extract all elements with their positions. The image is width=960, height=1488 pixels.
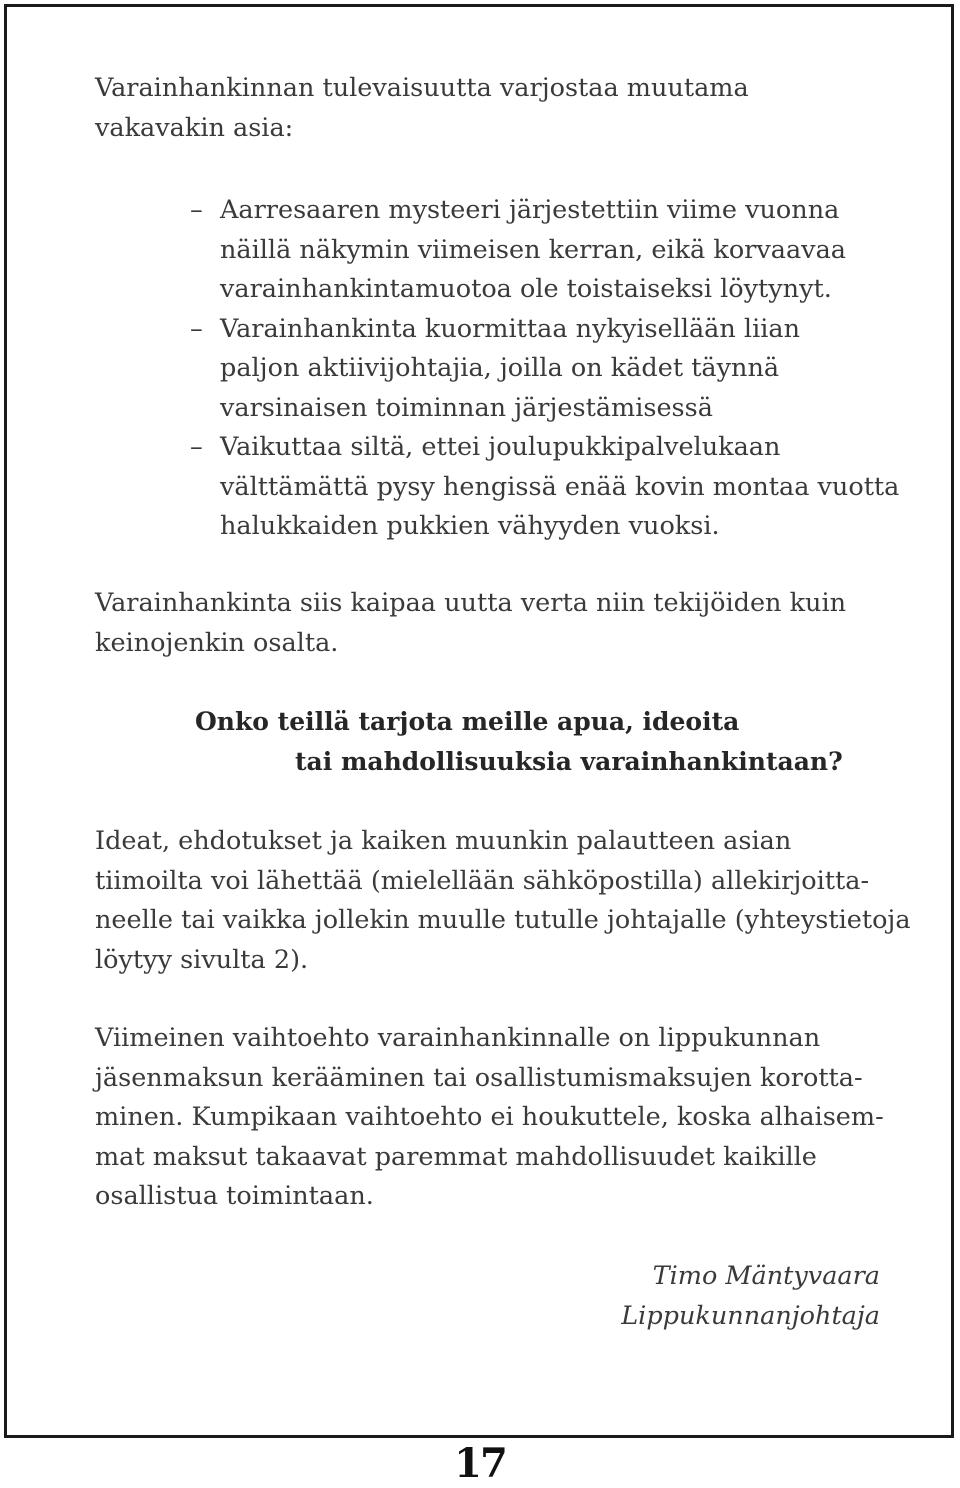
paragraph-line: keinojenkin osalta. — [95, 627, 339, 658]
paragraph-line: löytyy sivulta 2). — [95, 944, 309, 975]
intro-line: vakavakin asia: — [95, 112, 294, 143]
dash-bullet: – — [190, 195, 203, 225]
paragraph-line: osallistua toimintaan. — [95, 1181, 374, 1211]
signature-title: Lippukunnanjohtaja — [621, 1301, 880, 1331]
list-item-line: näillä näkymin viimeisen kerran, eikä korvaavaa — [220, 234, 846, 265]
list-item-line: Aarresaaren mysteeri järjestettiin viime vuonna — [220, 195, 840, 225]
concerns-list — [190, 191, 900, 547]
intro-line: Varainhankinnan tulevaisuutta varjostaa muutama — [95, 73, 749, 103]
paragraph-line: jäsenmaksun kerääminen tai osallistumismaksujen korotta- — [95, 1062, 863, 1093]
paragraph-last-option — [95, 1019, 885, 1217]
list-item-line: varainhankintamuotoa ole toistaiseksi löytynyt. — [220, 274, 832, 304]
list-item-line: halukkaiden pukkien vähyyden vuoksi. — [220, 511, 720, 541]
list-item-line: välttämättä pysy hengissä enää kovin montaa vuotta — [220, 471, 900, 502]
paragraph-line: minen. Kumpikaan vaihtoehto ei houkuttele, koska alhaisem- — [95, 1102, 884, 1132]
list-item-line: varsinaisen toiminnan järjestämisessä — [220, 392, 713, 423]
dash-bullet: – — [190, 313, 203, 344]
list-item-line: Varainhankinta kuormittaa nykyisellään liian — [220, 313, 801, 344]
signature-block — [621, 1256, 880, 1336]
paragraph-line: tiimoilta voi lähettää (mielellään sähköpostilla) allekirjoitta- — [95, 865, 870, 896]
question-line: tai mahdollisuuksia varainhankintaan? — [295, 747, 843, 776]
list-item-line: Vaikuttaa siltä, ettei joulupukkipalvelukaan — [220, 432, 781, 462]
paragraph-line: Viimeinen vaihtoehto varainhankinnalle on lippukunnan — [95, 1023, 821, 1053]
paragraph-new-blood — [95, 584, 885, 663]
paragraph-line: neelle tai vaikka jollekin muulle tutulle johtajalle (yhteystietoja — [95, 905, 911, 935]
list-item-line: paljon aktiivijohtajia, joilla on kädet täynnä — [220, 353, 780, 383]
question-heading — [195, 702, 843, 782]
question-line: Onko teillä tarjota meille apua, ideoita — [195, 707, 740, 736]
paragraph-ideas — [95, 822, 911, 980]
list-item — [190, 191, 890, 310]
paragraph-line: Varainhankinta siis kaipaa uutta verta niin tekijöiden kuin — [95, 588, 847, 618]
page-number: 17 — [454, 1440, 506, 1487]
paragraph-line: Ideat, ehdotukset ja kaiken muunkin palautteen asian — [95, 826, 792, 856]
signature-name: Timo Mäntyvaara — [652, 1261, 880, 1291]
paragraph-line: mat maksut takaavat paremmat mahdollisuudet kaikille — [95, 1141, 817, 1172]
list-item — [190, 310, 890, 429]
intro-paragraph — [95, 69, 885, 148]
list-item — [190, 428, 900, 547]
dash-bullet: – — [190, 432, 203, 462]
